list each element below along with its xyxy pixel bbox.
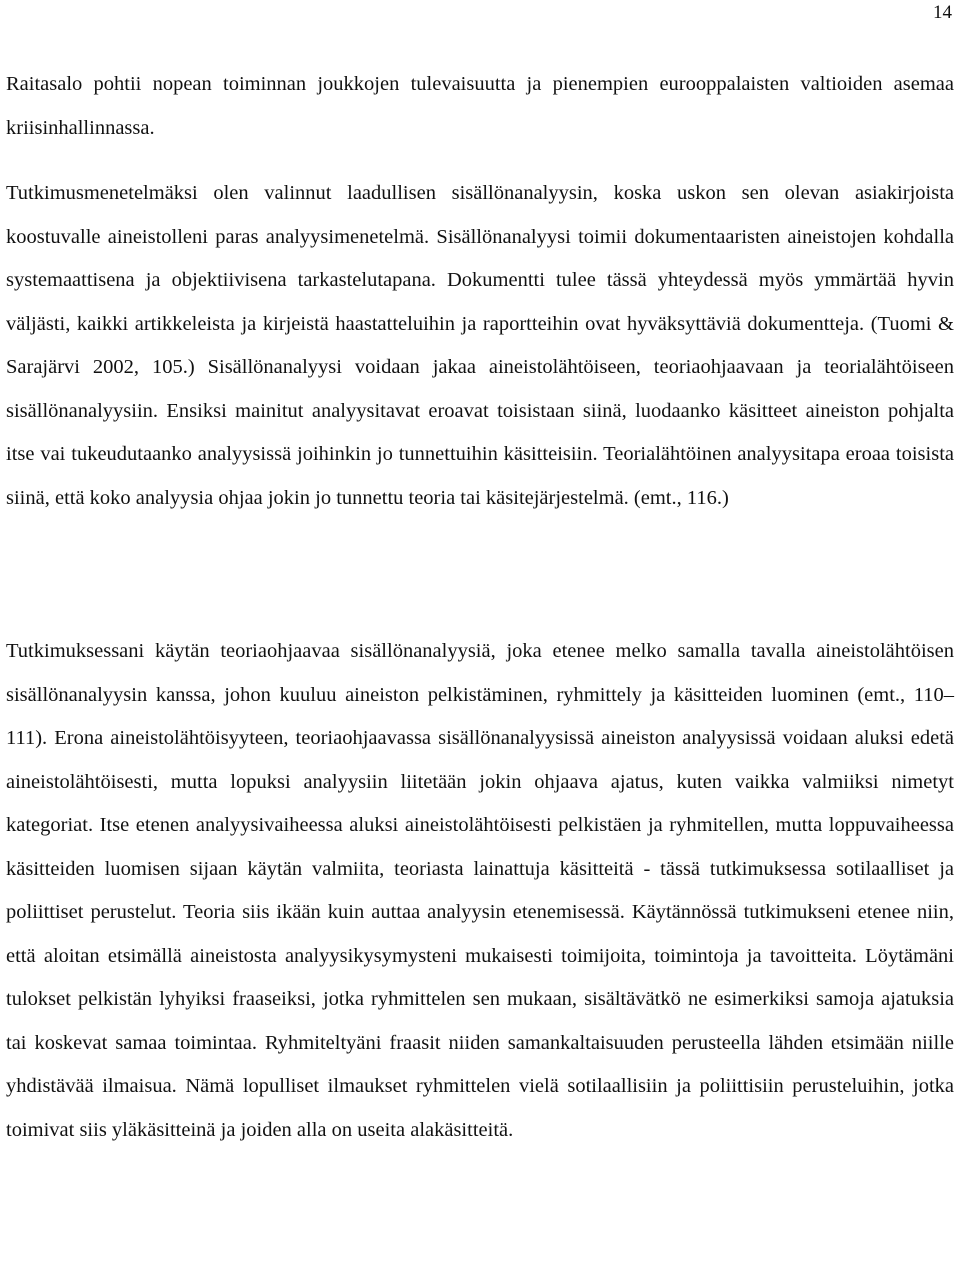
paragraph-1: Raitasalo pohtii nopean toiminnan joukkojen tulevaisuutta ja pienempien eurooppalaisten valtioiden asemaa kriisinhallinnassa. [6,73,954,139]
paragraph-2: Tutkimusmenetelmäksi olen valinnut laadullisen sisällönanalyysin, koska uskon sen olevan asiakirjoista koostuvalle aineistolleni paras analyysimenetelmä. Sisällönanalyysi toimii dokumentaaristen aineistojen kohdalla systemaattisena ja objektiivisena tarkastelutapana. Dokumentti tulee tässä yhteydessä myös ymmärtää hyvin väljästi, kaikki artikkeleista ja kirjeistä haastatteluihin ja raportteihin ovat hyväksyttäviä dokumentteja. (Tuomi & Sarajärvi 2002, 105.) Sisällönanalyysi voidaan jakaa aineistolähtöiseen, teoriaohjaavaan ja teorialähtöiseen sisällönanalyysiin. Ensiksi mainitut analyysitavat eroavat toisistaan siinä, luodaanko käsitteet aineiston pohjalta itse vai tukeudutaanko analyysissä joihinkin jo tunnettuihin käsitteisiin. Teorialähtöinen analyysitapa eroaa toisista siinä, että koko analyysia ohjaa jokin jo tunnettu teoria tai käsitejärjestelmä. (emt., 116.) [6,182,954,509]
paragraph-3: Tutkimuksessani käytän teoriaohjaavaa sisällönanalyysiä, joka etenee melko samalla tavalla aineistolähtöisen sisällönanalyysin kanssa, johon kuuluu aineiston pelkistäminen, ryhmittely ja käsitteiden luominen (emt., 110–111). Erona aineistolähtöisyyteen, teoriaohjaavassa sisällönanalyysissä aineiston analyysissä voidaan aluksi edetä aineistolähtöisesti, mutta lopuksi analyysiin liitetään jokin ohjaava ajatus, kuten vaikka valmiiksi nimetyt kategoriat. Itse etenen analyysivaiheessa aluksi aineistolähtöisesti pelkistäen ja ryhmitellen, mutta loppuvaiheessa käsitteiden luomisen sijaan käytän valmiita, teoriasta lainattuja käsitteitä - tässä tutkimuksessa sotilaalliset ja poliittiset perustelut. Teoria siis ikään kuin auttaa analyysin etenemisessä. Käytännössä tutkimukseni etenee niin, että aloitan etsimällä aineistosta analyysikysymysteni mukaisesti toimijoita, toimintoja ja tavoitteita. Löytämäni tulokset pelkistän lyhyiksi fraaseiksi, jotka ryhmittelen sen mukaan, sisältävätkö ne esimerkiksi samoja ajatuksia tai koskevat samaa toimintaa. Ryhmiteltyäni fraasit niiden samankaltaisuuden perusteella lähden etsimään niille yhdistävää ilmaisua. Nämä lopulliset ilmaukset ryhmittelen vielä sotilaallisiin ja poliittisiin perusteluihin, jotka toimivat siis yläkäsitteinä ja joiden alla on useita alakäsitteitä. [6,640,954,1141]
page-number: 14 [933,2,952,23]
